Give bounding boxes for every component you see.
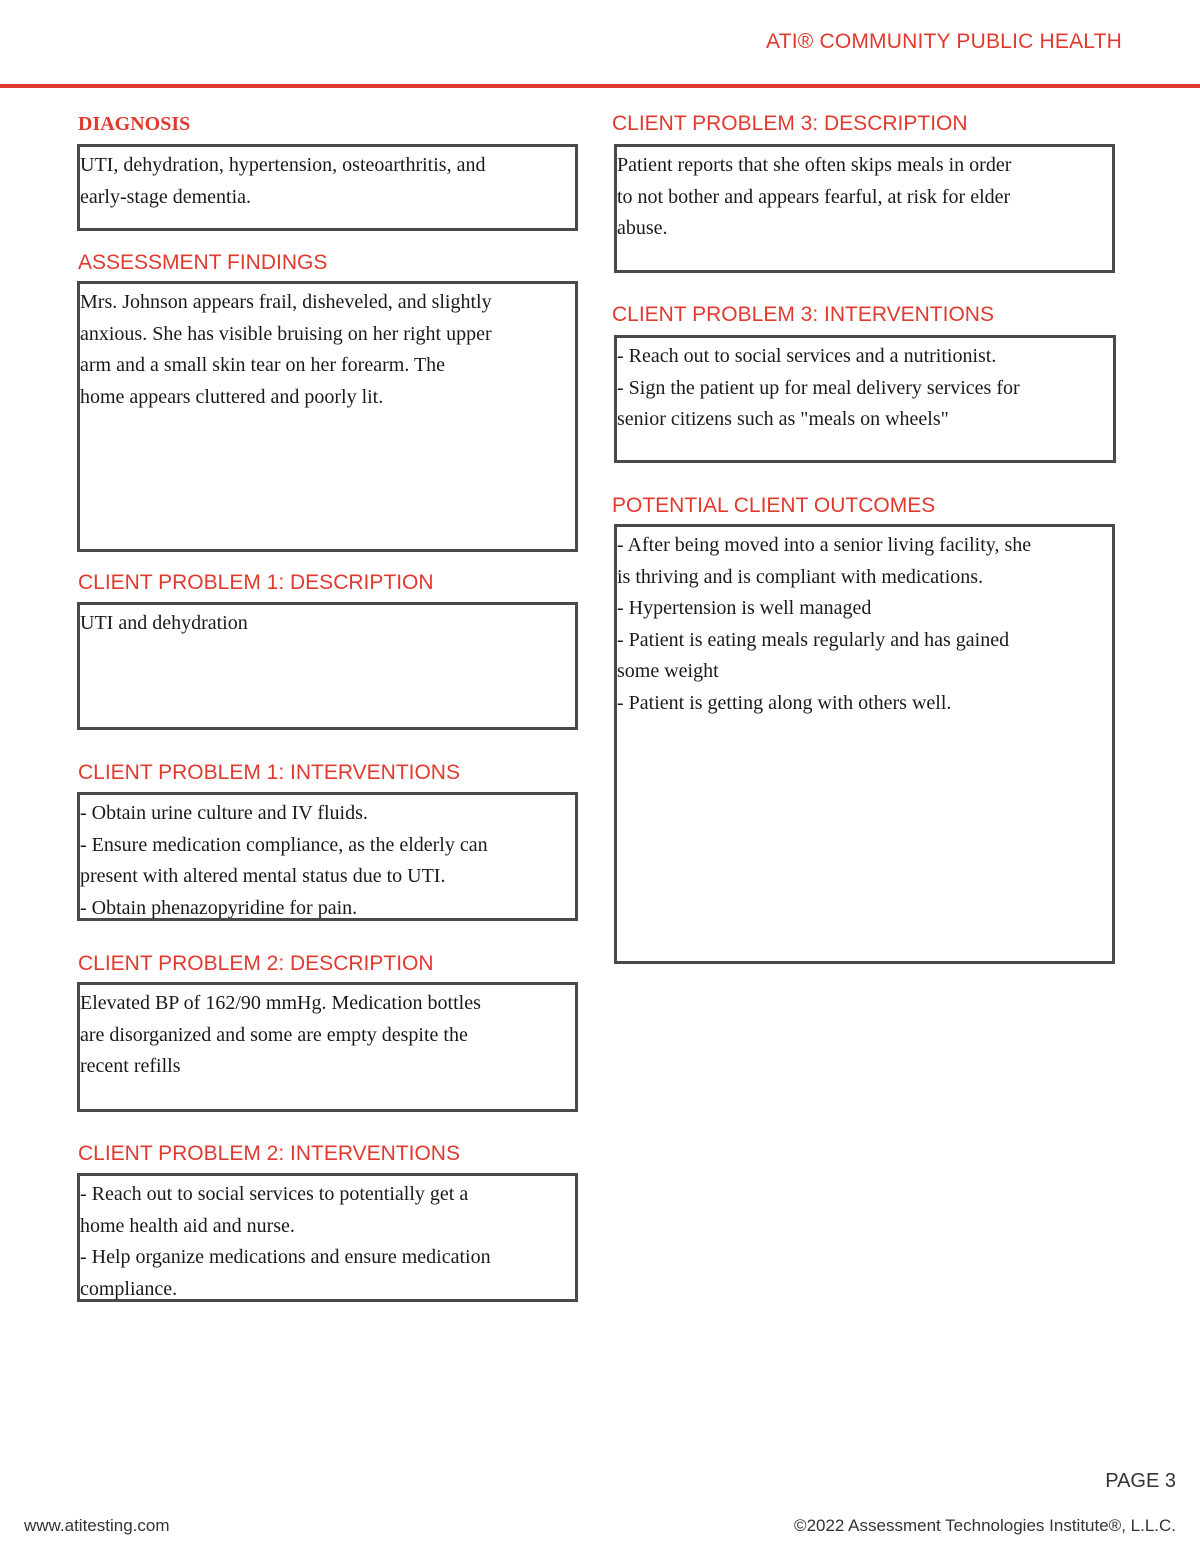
outcomes-box[interactable] xyxy=(614,524,1115,964)
diagnosis-line-1: UTI, dehydration, hypertension, osteoarthritis, and xyxy=(80,154,486,176)
diagnosis-line-2: early-stage dementia. xyxy=(80,185,252,208)
assessment-heading: ASSESSMENT FINDINGS xyxy=(78,251,328,274)
problem3-description-box[interactable] xyxy=(614,144,1115,273)
outcomes-line-6: - Patient is getting along with others well. xyxy=(617,691,952,714)
outcomes-line-2: is thriving and is compliant with medications. xyxy=(617,565,984,588)
problem3-interventions-heading: CLIENT PROBLEM 3: INTERVENTIONS xyxy=(612,303,994,326)
problem2-interventions-line-1: - Reach out to social services to potentially get a xyxy=(80,1183,469,1205)
problem2-interventions-line-4: compliance. xyxy=(80,1277,178,1300)
outcomes-line-3: - Hypertension is well managed xyxy=(617,597,872,619)
problem1-description-box[interactable] xyxy=(77,602,578,730)
assessment-line-1: Mrs. Johnson appears frail, disheveled, and slightly xyxy=(80,291,492,313)
website-link[interactable]: www.atitesting.com xyxy=(24,1516,170,1535)
header-divider xyxy=(0,84,1200,88)
problem3-description-line-1: Patient reports that she often skips meals in order xyxy=(617,154,1012,176)
problem3-interventions-line-3: senior citizens such as "meals on wheels" xyxy=(617,408,949,430)
assessment-box[interactable] xyxy=(77,281,578,552)
problem2-interventions-box[interactable] xyxy=(77,1173,578,1302)
assessment-line-4: home appears cluttered and poorly lit. xyxy=(80,385,384,408)
diagnosis-heading: DIAGNOSIS xyxy=(78,113,191,135)
problem3-description-line-2: to not bother and appears fearful, at risk for elder xyxy=(617,185,1011,208)
problem3-description-heading: CLIENT PROBLEM 3: DESCRIPTION xyxy=(612,112,968,135)
problem1-interventions-line-4: - Obtain phenazopyridine for pain. xyxy=(80,896,358,919)
page-number: PAGE 3 xyxy=(1105,1470,1176,1492)
header-title: ATI® COMMUNITY PUBLIC HEALTH xyxy=(766,30,1122,53)
problem3-interventions-line-2: - Sign the patient up for meal delivery services for xyxy=(617,376,1020,399)
problem2-description-heading: CLIENT PROBLEM 2: DESCRIPTION xyxy=(78,952,434,975)
problem2-description-box[interactable] xyxy=(77,982,578,1112)
outcomes-line-1: - After being moved into a senior living facility, she xyxy=(617,534,1032,556)
problem2-description-line-1: Elevated BP of 162/90 mmHg. Medication bottles xyxy=(80,992,481,1014)
problem3-interventions-box[interactable] xyxy=(614,335,1116,463)
problem1-description-heading: CLIENT PROBLEM 1: DESCRIPTION xyxy=(78,571,434,594)
assessment-line-2: anxious. She has visible bruising on her right upper xyxy=(80,322,492,345)
outcomes-line-4: - Patient is eating meals regularly and has gained xyxy=(617,628,1010,651)
problem2-interventions-line-3: - Help organize medications and ensure medication xyxy=(80,1246,491,1268)
problem2-interventions-line-2: home health aid and nurse. xyxy=(80,1214,295,1237)
diagnosis-box[interactable] xyxy=(77,144,578,231)
assessment-line-3: arm and a small skin tear on her forearm. The xyxy=(80,354,446,376)
outcomes-heading: POTENTIAL CLIENT OUTCOMES xyxy=(612,494,936,517)
problem1-interventions-box[interactable] xyxy=(77,792,578,921)
problem2-interventions-heading: CLIENT PROBLEM 2: INTERVENTIONS xyxy=(78,1142,460,1165)
problem1-description-line-1: UTI and dehydration xyxy=(80,612,248,634)
problem1-interventions-line-2: - Ensure medication compliance, as the elderly can xyxy=(80,833,488,856)
problem2-description-line-2: are disorganized and some are empty despite the xyxy=(80,1023,468,1046)
problem3-interventions-line-1: - Reach out to social services and a nutritionist. xyxy=(617,345,997,367)
problem1-interventions-line-3: present with altered mental status due to UTI. xyxy=(80,865,446,887)
outcomes-line-5: some weight xyxy=(617,660,719,682)
problem2-description-line-3: recent refills xyxy=(80,1055,181,1077)
problem1-interventions-line-1: - Obtain urine culture and IV fluids. xyxy=(80,802,368,824)
copyright-notice: ©2022 Assessment Technologies Institute®, L.L.C. xyxy=(794,1516,1176,1535)
problem3-description-line-3: abuse. xyxy=(617,217,668,239)
problem1-interventions-heading: CLIENT PROBLEM 1: INTERVENTIONS xyxy=(78,761,460,784)
